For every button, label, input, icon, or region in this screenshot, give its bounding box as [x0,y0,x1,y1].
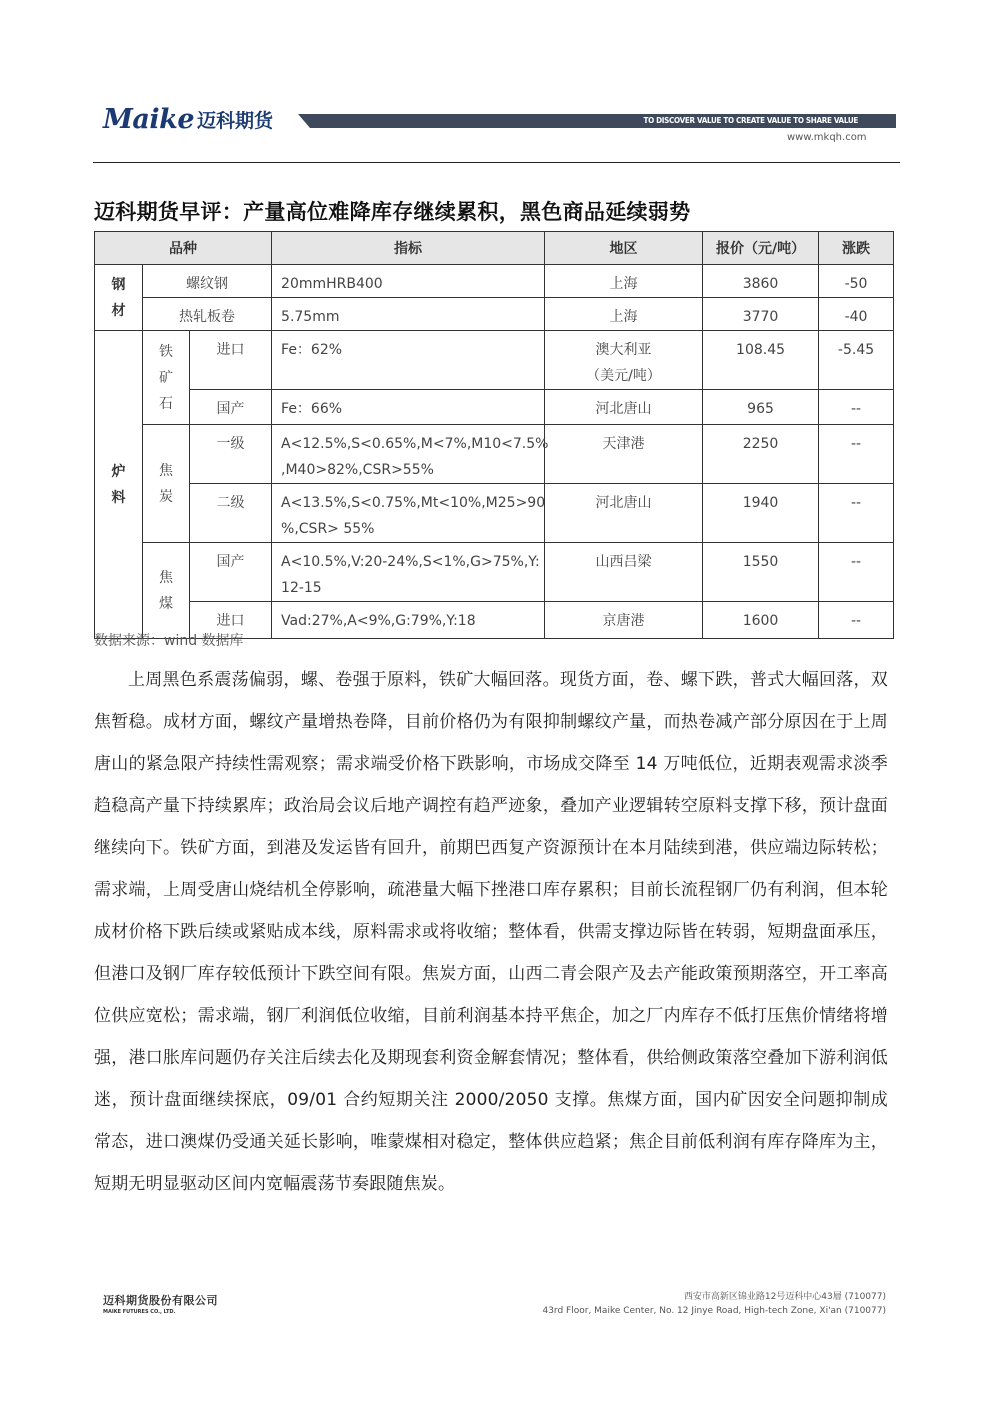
origin-cell: 进口 [190,331,272,390]
table-row [95,265,894,298]
change-cell: -50 [819,265,894,298]
region-cell: 上海 [545,298,703,331]
table-row [95,390,894,425]
price-cell: 2250 [703,425,819,484]
price-cell: 3860 [703,265,819,298]
origin-cell: 进口 [190,602,272,639]
region-cell: 河北唐山 [545,484,703,543]
table-row [95,543,894,602]
slogan-banner [298,114,896,128]
region-cell: 京唐港 [545,602,703,639]
logo-chinese-name: 迈科期货 [197,110,274,132]
slogan-text: TO DISCOVER VALUE TO CREATE VALUE TO SHARE VALUE [643,116,858,125]
price-cell: 1550 [703,543,819,602]
change-cell: -- [819,425,894,484]
change-cell: -- [819,484,894,543]
spec-cell: Fe：62% [272,331,545,390]
spec-cell: Fe：66% [272,390,545,425]
table-header-row [95,232,894,265]
change-cell: -- [819,543,894,602]
footer-company-cn: 迈科期货股份有限公司 [103,1294,218,1307]
table-row [95,298,894,331]
report-title: 迈科期货早评：产量高位难降库存继续累积，黑色商品延续弱势 [94,200,691,224]
spec-cell: A<12.5%,S<0.65%,M<7%,M10<7.5% ,M40>82%,CSR>55% [272,425,545,484]
footer-company [103,1292,218,1315]
price-cell: 108.45 [703,331,819,390]
change-cell: -40 [819,298,894,331]
table-row [95,484,894,543]
product-name: 螺纹钢 [143,265,272,298]
price-cell: 1600 [703,602,819,639]
market-commentary: 上周黑色系震荡偏弱，螺、卷强于原料，铁矿大幅回落。现货方面，卷、螺下跌，普式大幅回落，双焦暂稳。成材方面，螺纹产量增热卷降，目前价格仍为有限抑制螺纹产量，而热卷减产部分原因在于上周唐山的紧急限产持续性需观察；需求端受价格下跌影响，市场成交降至 14 万吨低位，近期表观需求淡季趋稳高产量下持续累库；政治局会议后地产调控有趋严迹象，叠加产业逻辑转空原料支撑下移，预计盘面继续向下。铁矿方面，到港及发运皆有回升，前期巴西复产资源预计在本月陆续到港，供应端边际转松；需求端，上周受唐山烧结机全停影响，疏港量大幅下挫港口库存累积；目前长流程钢厂仍有利润，但本轮成材价格下跌后续或紧贴成本线，原料需求或将收缩；整体看，供需支撑边际皆在转弱，短期盘面承压，但港口及钢厂库存较低预计下跌空间有限。焦炭方面，山西二青会限产及去产能政策预期落空，开工率高位供应宽松；需求端，钢厂利润低位收缩，目前利润基本持平焦企，加之厂内库存不低打压焦价情绪将增强，港口胀库问题仍存关注后续去化及期现套利资金解套情况；整体看，供给侧政策落空叠加下游利润低迷，预计盘面继续探底，09/01 合约短期关注 2000/2050 支撑。焦煤方面，国内矿因安全问题抑制成常态，进口澳煤仍受通关延长影响，唯蒙煤相对稳定，整体供应趋紧；焦企目前低利润有库存降库为主，短期无明显驱动区间内宽幅震荡节奏跟随焦炭。 [94,670,888,1194]
header-divider [93,162,900,163]
footer-address-cn: 西安市高新区锦业路12号迈科中心43層 (710077) [683,1292,886,1302]
header-change: 涨跌 [819,232,894,265]
change-cell: -- [819,390,894,425]
footer-address [542,1290,886,1318]
header-price: 报价（元/吨） [703,232,819,265]
table-row [95,425,894,484]
region-cell: 澳大利亚 （美元/吨） [545,331,703,390]
group-label-furnace: 炉 料 [95,331,143,639]
product-name: 热轧板卷 [143,298,272,331]
price-cell: 965 [703,390,819,425]
price-table [94,231,894,639]
grade-cell: 二级 [190,484,272,543]
origin-cell: 国产 [190,543,272,602]
region-cell: 山西吕梁 [545,543,703,602]
company-logo [103,104,273,134]
category-iron-ore: 铁 矿 石 [143,331,190,425]
spec-cell: A<13.5%,S<0.75%,Mt<10%,M25>90 %,CSR> 55% [272,484,545,543]
group-label-steel: 钢 材 [95,265,143,331]
price-cell: 3770 [703,298,819,331]
change-cell: -5.45 [819,331,894,390]
table-row [95,331,894,390]
website-url: www.mkqh.com [787,132,867,143]
change-cell: -- [819,602,894,639]
region-cell: 天津港 [545,425,703,484]
spec-cell: 5.75mm [272,298,545,331]
region-cell: 河北唐山 [545,390,703,425]
data-source-note: 数据来源：wind 数据库 [94,633,244,649]
region-cell: 上海 [545,265,703,298]
header-variety: 品种 [95,232,272,265]
logo-wordmark: Maike [103,104,195,135]
footer-address-en: 43rd Floor, Maike Center, No. 12 Jinye Road, High-tech Zone, Xi'an (710077) [542,1306,886,1316]
spec-cell: A<10.5%,V:20-24%,S<1%,G>75%,Y: 12-15 [272,543,545,602]
category-coking-coal: 焦 煤 [143,543,190,639]
price-cell: 1940 [703,484,819,543]
spec-cell: 20mmHRB400 [272,265,545,298]
header-region: 地区 [545,232,703,265]
header-indicator: 指标 [272,232,545,265]
category-coke: 焦 炭 [143,425,190,543]
spec-cell: Vad:27%,A<9%,G:79%,Y:18 [272,602,545,639]
footer-company-en: MAIKE FUTURES CO., LTD. [103,1309,176,1315]
grade-cell: 一级 [190,425,272,484]
origin-cell: 国产 [190,390,272,425]
